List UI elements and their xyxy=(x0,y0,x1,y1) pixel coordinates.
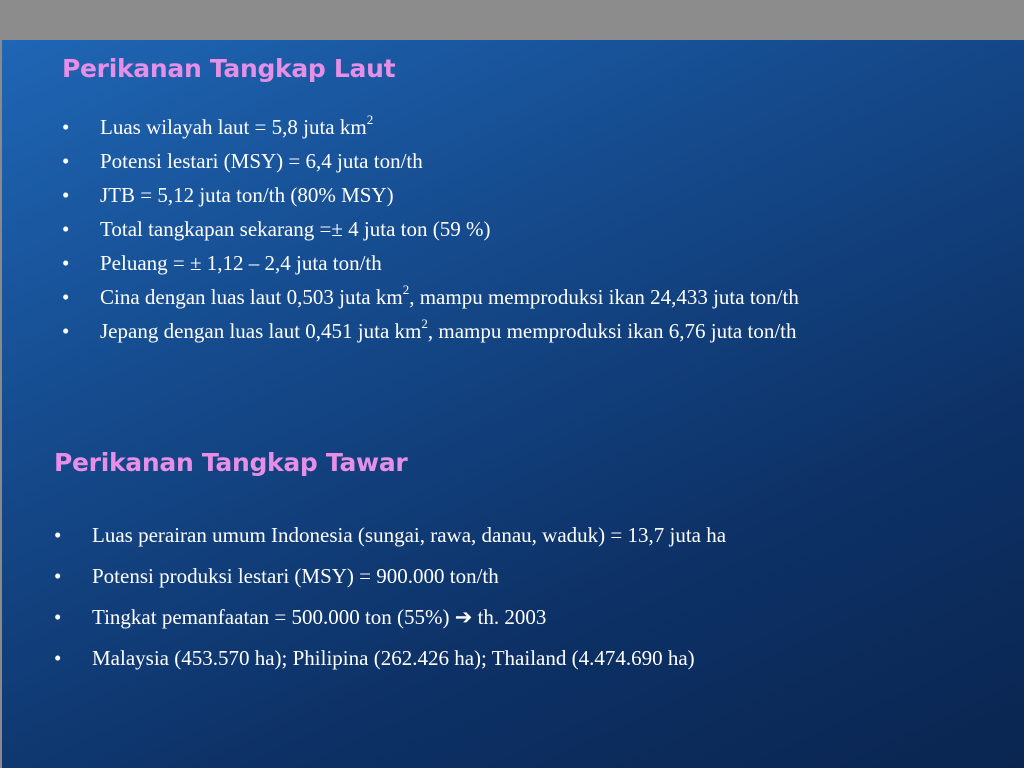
list-item: • Potensi lestari (MSY) = 6,4 juta ton/th xyxy=(62,149,423,173)
bullet-icon: • xyxy=(62,251,70,275)
bullet-list-laut xyxy=(62,114,942,352)
bullet-icon: • xyxy=(62,115,70,139)
list-item: • Peluang = ± 1,12 – 2,4 juta ton/th xyxy=(62,251,382,275)
section-title-laut: Perikanan Tangkap Laut xyxy=(62,54,396,83)
window-top-bar xyxy=(0,0,1024,40)
bullet-icon: • xyxy=(62,149,70,173)
bullet-list-tawar xyxy=(54,522,994,686)
list-item: • Malaysia (453.570 ha); Philipina (262.426 ha); Thailand (4.474.690 ha) xyxy=(54,646,695,670)
bullet-icon: • xyxy=(54,646,62,670)
list-item: • Potensi produksi lestari (MSY) = 900.000 ton/th xyxy=(54,564,499,588)
bullet-icon: • xyxy=(62,217,70,241)
list-item: • Jepang dengan luas laut 0,451 juta $km^2$, mampu memproduksi ikan 6,76 juta ton/th xyxy=(62,316,797,343)
bullet-icon: • xyxy=(62,319,70,343)
bullet-icon: • xyxy=(54,564,62,588)
bullet-icon: • xyxy=(62,183,70,207)
bullet-icon: • xyxy=(62,285,70,309)
list-item: • Tingkat pemanfaatan = 500.000 ton (55%) ➔ th. 2003 xyxy=(54,605,547,629)
list-item: • JTB = 5,12 juta ton/th (80% MSY) xyxy=(62,183,394,207)
bullet-icon: • xyxy=(54,605,62,629)
list-item: • Total tangkapan sekarang =± 4 juta ton (59 %) xyxy=(62,217,491,241)
list-item: • Luas perairan umum Indonesia (sungai, rawa, danau, waduk) = 13,7 juta ha xyxy=(54,523,727,547)
bullet-icon: • xyxy=(54,523,62,547)
slide xyxy=(2,40,1024,768)
section-title-tawar: Perikanan Tangkap Tawar xyxy=(54,448,408,477)
list-item: • Cina dengan luas laut 0,503 juta $km^2$, mampu memproduksi ikan 24,433 juta ton/th xyxy=(62,282,799,309)
list-item: • Luas wilayah laut = 5,8 juta $km^2$ xyxy=(62,112,374,139)
